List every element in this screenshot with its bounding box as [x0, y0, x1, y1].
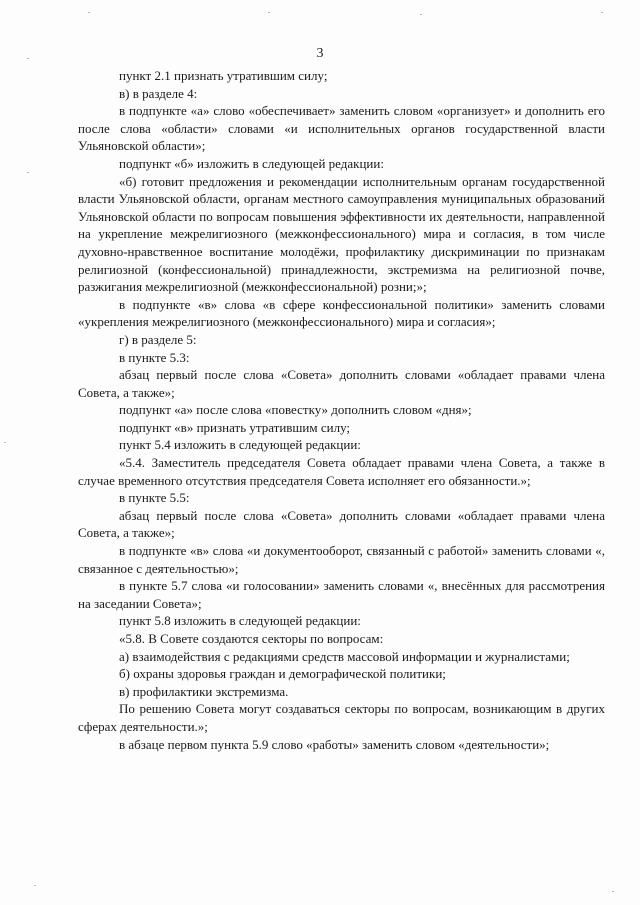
paragraph: в пункте 5.3: — [119, 349, 190, 365]
paragraph: в подпункте «а» слово «обеспечивает» заменить словом «организует» и дополнить его после слова «области» словами «и исполнительных органов государственной власти Ульяновской области»; — [78, 103, 605, 154]
paragraph: пункт 5.4 изложить в следующей редакции: — [119, 437, 361, 453]
scan-speck — [420, 14, 422, 15]
paragraph: в подпункте «в» слова «в сфере конфессиональной политики» заменить словами «укрепления межрелигиозного (межконфессионального) мира и согласия»; — [78, 296, 605, 330]
paragraph: б) охраны здоровья граждан и демографической политики; — [119, 666, 446, 682]
paragraph: «б) готовит предложения и рекомендации исполнительным органам государственной власти Ульяновской области, органам местного самоуправления муниципальных образований Ульяновской области по вопросам повышения эффективности их деятельности, направленной на укрепление межрелигиозного (межконфессионального) мира и согласия, в том числе духовно-нравственное воспитание молодёжи, профилактику дискриминации по признакам религиозной (конфессиональной) принадлежности, экстремизма на религиозной почве, разжигания межрелигиозной (межконфессиональной) розни;»; — [78, 173, 605, 295]
paragraph: пункт 5.8 изложить в следующей редакции: — [119, 613, 361, 629]
scan-speck — [601, 12, 603, 13]
paragraph: пункт 2.1 признать утратившим силу; — [119, 68, 328, 83]
paragraph: в пункте 5.7 слова «и голосовании» заменить словами «, внесённых для рассмотрения на заседании Совета»; — [78, 578, 605, 611]
paragraph: подпункт «а» после слова «повестку» дополнить словом «дня»; — [119, 402, 472, 418]
scan-speck — [612, 891, 614, 892]
scan-speck — [268, 12, 270, 13]
paragraph: в пункте 5.5: — [119, 490, 190, 506]
paragraph: в) профилактики экстремизма. — [119, 683, 289, 699]
paragraph: абзац первый после слова «Совета» дополнить словами «обладает правами члена Совета, а также»; — [78, 507, 605, 541]
paragraph: подпункт «в» признать утратившим силу; — [119, 419, 351, 435]
paragraph: а) взаимодействия с редакциями средств массовой информации и журналистами; — [119, 648, 570, 664]
scan-speck — [27, 58, 29, 59]
paragraph: г) в разделе 5: — [119, 331, 197, 347]
page-number: 3 — [316, 46, 324, 61]
paragraph: «5.8. В Совете создаются секторы по вопросам: — [119, 631, 384, 646]
paragraph: в абзаце первом пункта 5.9 слово «работы» заменить словом «деятельности»; — [119, 736, 550, 752]
scan-speck — [34, 885, 36, 886]
scan-speck — [27, 172, 29, 173]
scan-speck — [4, 442, 6, 443]
scan-speck — [88, 12, 90, 13]
document-body — [78, 67, 605, 753]
paragraph: абзац первый после слова «Совета» дополнить словами «обладает правами члена Совета, а также»; — [78, 367, 605, 400]
paragraph: По решению Совета могут создаваться секторы по вопросам, возникающим в других сферах деятельности.»; — [78, 701, 605, 734]
paragraph: подпункт «б» изложить в следующей редакции: — [119, 155, 384, 171]
paragraph: в подпункте «в» слова «и документооборот, связанный с работой» заменить словами «, связанное с деятельностью»; — [78, 543, 605, 576]
paragraph: «5.4. Заместитель председателя Совета обладает правами члена Совета, а также в случае временного отсутствия председателя Совета исполняет его обязанности.»; — [78, 455, 605, 488]
paragraph: в) в разделе 4: — [119, 85, 198, 101]
